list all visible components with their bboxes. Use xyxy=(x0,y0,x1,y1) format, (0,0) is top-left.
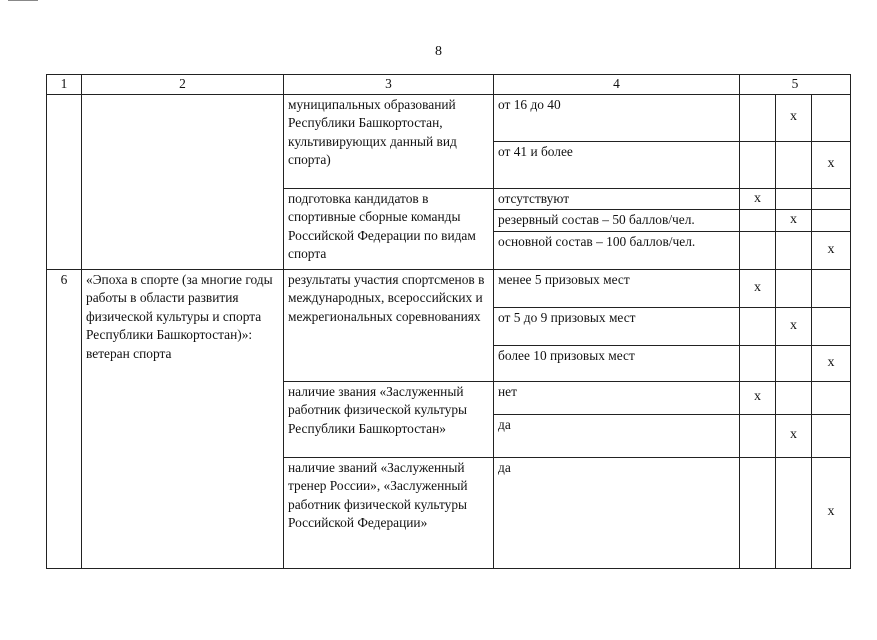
score-cell-2 xyxy=(776,231,812,269)
option-cell: нет xyxy=(494,381,740,414)
score-cell-3 xyxy=(812,414,851,457)
header-col-1: 1 xyxy=(47,75,82,95)
header-col-2: 2 xyxy=(82,75,284,95)
option-cell: да xyxy=(494,414,740,457)
page-number: 8 xyxy=(435,44,442,59)
score-cell-2 xyxy=(776,269,812,307)
header-col-4: 4 xyxy=(494,75,740,95)
score-cell-2: x xyxy=(776,307,812,345)
score-cell-2: x xyxy=(776,210,812,232)
score-cell-3 xyxy=(812,307,851,345)
score-cell-3: x xyxy=(812,457,851,568)
score-cell-3 xyxy=(812,269,851,307)
score-cell-2 xyxy=(776,345,812,381)
score-cell-3 xyxy=(812,188,851,210)
scan-artifact xyxy=(8,0,38,1)
criterion-cell: результаты участия спортсменов в международных, всероссийских и межрегиональных соревнованиях xyxy=(284,269,494,381)
table-row xyxy=(47,269,851,307)
score-cell-1: x xyxy=(740,269,776,307)
row-number-cell xyxy=(47,94,82,269)
score-cell-2 xyxy=(776,188,812,210)
header-col-5: 5 xyxy=(740,75,851,95)
score-cell-3: x xyxy=(812,231,851,269)
score-cell-1: x xyxy=(740,188,776,210)
row-number-cell: 6 xyxy=(47,269,82,568)
score-cell-2 xyxy=(776,141,812,188)
score-cell-2: x xyxy=(776,94,812,141)
score-cell-2 xyxy=(776,381,812,414)
criteria-table xyxy=(46,74,851,569)
criterion-cell: наличие звания «Заслуженный работник физической культуры Республики Башкортостан» xyxy=(284,381,494,457)
option-cell: да xyxy=(494,457,740,568)
option-cell: от 16 до 40 xyxy=(494,94,740,141)
score-cell-1 xyxy=(740,414,776,457)
score-cell-1 xyxy=(740,210,776,232)
score-cell-3: x xyxy=(812,141,851,188)
score-cell-1 xyxy=(740,231,776,269)
score-cell-2: x xyxy=(776,414,812,457)
option-cell: от 41 и более xyxy=(494,141,740,188)
option-cell: основной состав – 100 баллов/чел. xyxy=(494,231,740,269)
score-cell-2 xyxy=(776,457,812,568)
score-cell-3 xyxy=(812,210,851,232)
header-row xyxy=(47,75,851,95)
score-cell-1 xyxy=(740,141,776,188)
score-cell-1 xyxy=(740,457,776,568)
criterion-cell: наличие званий «Заслуженный тренер России», «Заслуженный работник физической культуры Российской Федерации» xyxy=(284,457,494,568)
score-cell-1 xyxy=(740,345,776,381)
option-cell: более 10 призовых мест xyxy=(494,345,740,381)
score-cell-3: x xyxy=(812,345,851,381)
score-cell-3 xyxy=(812,381,851,414)
option-cell: от 5 до 9 призовых мест xyxy=(494,307,740,345)
option-cell: резервный состав – 50 баллов/чел. xyxy=(494,210,740,232)
score-cell-1 xyxy=(740,307,776,345)
table-row xyxy=(47,94,851,141)
criterion-cell: подготовка кандидатов в спортивные сборные команды Российской Федерации по видам спорта xyxy=(284,188,494,269)
header-col-3: 3 xyxy=(284,75,494,95)
score-cell-3 xyxy=(812,94,851,141)
nomination-cell: «Эпоха в спорте (за многие годы работы в области развития физической культуры и спорта Республики Башкортостан)»: ветеран спорта xyxy=(82,269,284,568)
score-cell-1: x xyxy=(740,381,776,414)
score-cell-1 xyxy=(740,94,776,141)
criterion-cell: муниципальных образований Республики Башкортостан, культивирующих данный вид спорта) xyxy=(284,94,494,188)
nomination-cell xyxy=(82,94,284,269)
option-cell: отсутствуют xyxy=(494,188,740,210)
option-cell: менее 5 призовых мест xyxy=(494,269,740,307)
